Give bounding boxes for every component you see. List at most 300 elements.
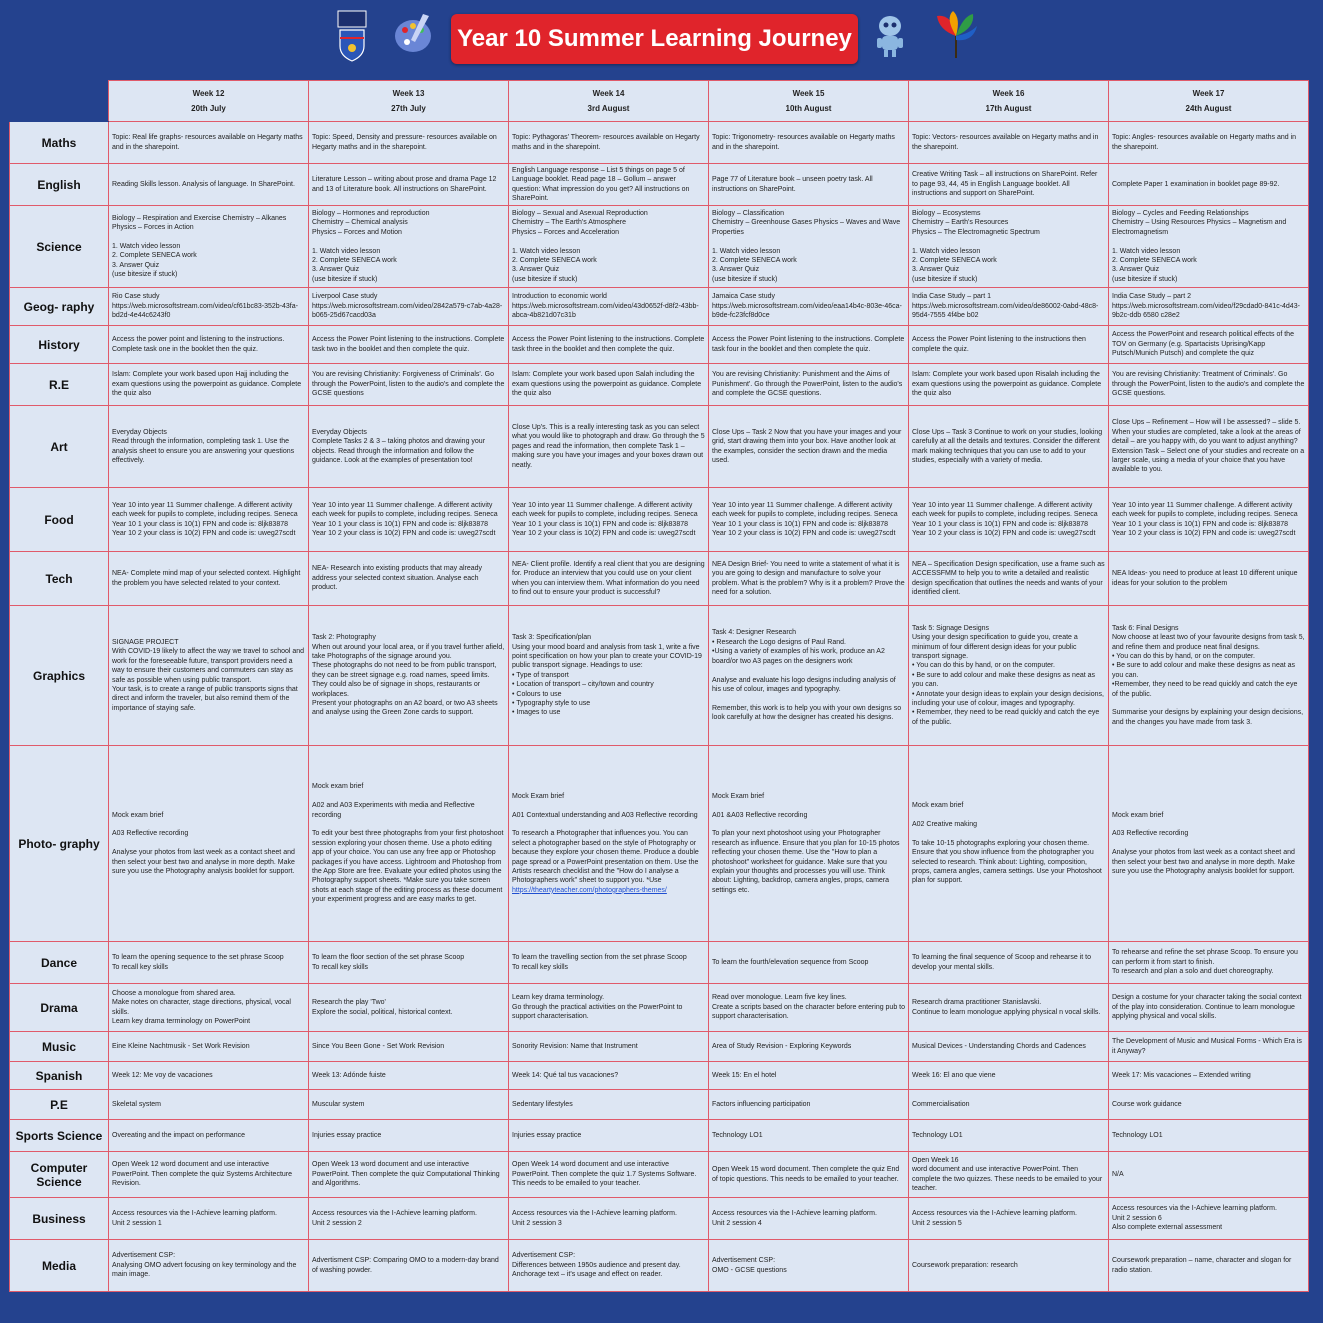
task-text: Mock exam brief A03 Reflective recording Analyse your photos from last week as a contact sheet and then select your best two and analyse in more depth. Make sure you use the Photography analysis booklet for support. <box>112 811 295 876</box>
subject-label: English <box>10 164 109 206</box>
subject-row <box>10 488 1309 552</box>
task-text: Open Week 12 word document and use interactive PowerPoint. Then complete the quiz Systems Architecture Revision. <box>112 1161 293 1188</box>
week-header <box>709 81 909 122</box>
task-cell <box>709 1152 909 1198</box>
task-text: Mock exam brief A02 and A03 Experiments with media and Reflective recording To edit your best three photographs from your first photoshoot session exploring your chosen theme. Use a photo editing app of your choice. You can use any free app or Photoshop packages if you have access. Lightroom and Photoshop from the App Store are free. Evaluate your edited photos using the Photography support sheets. *Make sure you take screen shots at each stage of the editing process as these document your experiment progress and are easy marks to get. <box>312 783 504 904</box>
task-text: Since You Been Gone - Set Work Revision <box>312 1042 445 1050</box>
task-text: Biology – Hormones and reproduction Chemistry – Chemical analysis Physics – Forces and Motion 1. Watch video lesson 2. Complete SENECA work 3. Answer Quiz (use bitesize if stuck) <box>312 209 430 283</box>
task-text: Area of Study Revision - Exploring Keywords <box>712 1042 852 1050</box>
week-label: Week 14 <box>592 89 625 98</box>
task-text: Muscular system <box>312 1100 365 1108</box>
task-cell <box>109 164 309 206</box>
task-cell <box>509 364 709 406</box>
task-text: Close Ups – Task 2 Now that you have your images and your grid, start drawing them into your box. Have another look at the examples, consider the section drawn and the media used. <box>712 428 902 464</box>
task-cell <box>909 1152 1109 1198</box>
task-cell <box>109 1240 309 1292</box>
subject-label: Food <box>10 488 109 552</box>
task-text: Advertisement CSP: Analysing OMO advert focusing on key terminology and the main image. <box>112 1252 297 1279</box>
task-text: Close Up's. This is a really interesting task as you can select what you would like to photograph and draw. Go through the 5 pages and read the information, then complete Task 1 – making sure you have your images and your boxes drawn out neatly. <box>512 423 705 469</box>
task-text: Overeating and the impact on performance <box>112 1131 246 1139</box>
task-text: Mock exam brief A02 Creative making To take 10-15 photographs exploring your chosen theme. Ensure that you show influence from the photographer you selected to research. Think about: Lighting, composition, props, camera angles, camera settings. Use your Photoshoot plan for support. <box>912 802 1102 885</box>
task-text: Introduction to economic world https://web.microsoftstream.com/video/43d0652f-d8f2-43bb-abca-4b821d07c31b <box>512 293 699 320</box>
task-cell <box>109 1198 309 1240</box>
subject-row <box>10 1062 1309 1090</box>
task-text: Access resources via the I-Achieve learning platform. Unit 2 session 2 <box>312 1210 477 1227</box>
subject-label: P.E <box>10 1090 109 1120</box>
task-text: Learn key drama terminology. Go through the practical activities on the PowerPoint to support characterisation. <box>512 994 683 1021</box>
task-cell <box>109 984 309 1032</box>
task-text: Commercialisation <box>912 1100 970 1108</box>
task-cell <box>1109 206 1309 288</box>
task-cell <box>709 1120 909 1152</box>
subject-row <box>10 364 1309 406</box>
task-cell <box>1109 406 1309 488</box>
task-cell <box>309 1198 509 1240</box>
subject-label: Geog- raphy <box>10 288 109 326</box>
task-text: Research the play 'Two' Explore the social, political, historical context. <box>312 999 453 1016</box>
subject-row <box>10 552 1309 606</box>
task-cell <box>309 1090 509 1120</box>
task-cell <box>309 406 509 488</box>
week-date: 20th July <box>191 104 226 113</box>
week-label: Week 12 <box>192 89 225 98</box>
task-cell <box>909 406 1109 488</box>
task-text: Creative Writing Task – all instructions on SharePoint. Refer to page 93, 44, 45 in English Language booklet. All instructions and support on SharePoint. <box>912 171 1098 198</box>
task-cell <box>709 164 909 206</box>
task-cell <box>509 984 709 1032</box>
task-cell <box>909 1240 1109 1292</box>
task-cell <box>109 1090 309 1120</box>
task-text: Coursework preparation – name, character and slogan for radio station. <box>1112 1257 1292 1274</box>
task-text: Page 77 of Literature book – unseen poetry task. All instructions on SharePoint. <box>712 176 873 193</box>
task-cell <box>309 1032 509 1062</box>
task-cell <box>909 488 1109 552</box>
subject-label: R.E <box>10 364 109 406</box>
task-cell <box>109 606 309 746</box>
task-text: Close Ups – Task 3 Continue to work on your studies, looking carefully at all the details and textures. Consider the different mark making techniques that you can use to add to your studies, especially with a variety of media. <box>912 428 1103 464</box>
task-text: Reading Skills lesson. Analysis of language. In SharePoint. <box>112 180 295 188</box>
subject-row <box>10 1120 1309 1152</box>
task-cell <box>109 942 309 984</box>
task-text: Everyday Objects Read through the information, completing task 1. Use the analysis sheet to ensure you are answering your questions effectively. <box>112 428 295 464</box>
task-text: Eine Kleine Nachtmusik - Set Work Revision <box>112 1042 250 1050</box>
task-cell <box>909 1198 1109 1240</box>
leaf-icon <box>933 10 979 60</box>
task-cell <box>309 1120 509 1152</box>
task-text: Open Week 14 word document and use interactive PowerPoint. Then complete the quiz 1.7 Systems Software. This needs to be emailed to your teacher. <box>512 1161 697 1188</box>
task-text: Rio Case study https://web.microsoftstream.com/video/cf61bc83-352b-43fa-bd2d-4e44c6243f0 <box>112 293 298 320</box>
task-cell <box>709 746 909 942</box>
week-header <box>909 81 1109 122</box>
task-cell <box>1109 552 1309 606</box>
task-cell <box>509 606 709 746</box>
task-cell <box>1109 288 1309 326</box>
task-cell <box>1109 1240 1309 1292</box>
week-label: Week 13 <box>392 89 425 98</box>
task-text: Access the Power Point listening to the instructions. Complete task two in the booklet and then complete the quiz. <box>312 336 505 353</box>
task-text: India Case Study – part 1 https://web.microsoftstream.com/video/de86002-0abd-48c8-95d4-7555 4f4be b02 <box>912 293 1099 320</box>
task-text: Liverpool Case study https://web.microsoftstream.com/video/2842a579-c7ab-4a28-b065-25d67cacd03a <box>312 293 503 320</box>
task-text: Topic: Trigonometry- resources available on Hegarty maths and in the sharepoint. <box>712 134 895 151</box>
task-text: Technology LO1 <box>1112 1131 1163 1139</box>
task-cell <box>509 1240 709 1292</box>
week-label: Week 15 <box>792 89 825 98</box>
subject-label: Graphics <box>10 606 109 746</box>
task-text: NEA- Client profile. Identify a real client that you are designing for. Produce an interview that you could use on your client when you can interview them. What information do you need to find out to ensure your product is successful? <box>512 560 705 596</box>
week-header <box>1109 81 1309 122</box>
task-text: Mock Exam brief A01 &A03 Reflective recording To plan your next photoshoot using your Photographer research as influence. Ensure that you plan for 10-15 photos reflecting your chosen theme. Use the "How to plan a photoshoot" worksheet for guidance. Make sure that you explain your thoughts and processes you will use. Think about: Lighting, backdrop, camera angles, props, camera settings etc. <box>712 792 900 894</box>
task-text: Read over monologue. Learn five key lines. Create a scripts based on the character before entering pub to support characterisation. <box>712 994 906 1021</box>
task-cell <box>109 1152 309 1198</box>
subject-label: Drama <box>10 984 109 1032</box>
task-text: Year 10 into year 11 Summer challenge. A different activity each week for pupils to complete, including recipes. Seneca Year 10 1 your class is 10(1) FPN and code is: 8ljk83878 Year 10 2 your class is 10(2) FPN and code is: uweg27scdt <box>1112 501 1298 537</box>
task-text: Close Ups – Refinement – How will I be assessed? – slide 5. When your studies are completed, take a look at the areas of detail – are you happy with, do you want to adjust anything? Extension Task – Select one of your studies and recreate on a larger scale, using a media of your choice that you have available to you. <box>1112 419 1305 474</box>
subject-label: Business <box>10 1198 109 1240</box>
task-cell <box>309 488 509 552</box>
task-text: NEA- Research into existing products that may already address your selected context situation. Analyse each product. <box>312 565 483 592</box>
task-text: Access resources via the I-Achieve learning platform. Unit 2 session 3 <box>512 1210 677 1227</box>
task-cell <box>909 1090 1109 1120</box>
task-text: Topic: Real life graphs- resources available on Hegarty maths and in the sharepoint. <box>112 134 303 151</box>
task-text: Mock exam brief A03 Reflective recording Analyse your photos from last week as a contact sheet and then select your best two and analyse in more depth. Make sure you use the Photography analysis booklet for support. <box>1112 811 1295 876</box>
task-cell <box>309 326 509 364</box>
task-cell <box>309 1062 509 1090</box>
task-cell <box>509 206 709 288</box>
task-text: Year 10 into year 11 Summer challenge. A different activity each week for pupils to complete, including recipes. Seneca Year 10 1 your class is 10(1) FPN and code is: 8ljk83878 Year 10 2 your class is 10(2) FPN and code is: uweg27scdt <box>312 501 498 537</box>
task-cell <box>709 1198 909 1240</box>
task-text: Task 3: Specification/plan Using your mood board and analysis from task 1, write a five point specification on how your plan to create your COVID-19 public transport signage. Headings to use: • Type of transport • Location of transport – city/town and country • Colours to use • Typography style to use • Images to use <box>512 634 702 717</box>
subject-row <box>10 1032 1309 1062</box>
task-text: Week 13: Adónde fuiste <box>312 1071 386 1079</box>
week-header <box>309 81 509 122</box>
subject-row <box>10 206 1309 288</box>
task-cell <box>309 552 509 606</box>
task-cell <box>1109 364 1309 406</box>
task-text: Open Week 16 word document and use interactive PowerPoint. Then complete the two quizzes. These needs to be emailed to your teacher. <box>912 1156 1103 1192</box>
subject-row <box>10 606 1309 746</box>
task-text: NEA Ideas- you need to produce at least 10 different unique ideas for your solution to the problem <box>1112 570 1298 587</box>
subject-row <box>10 1198 1309 1240</box>
task-cell <box>309 206 509 288</box>
art-palette-icon <box>393 12 433 56</box>
task-cell <box>509 488 709 552</box>
task-cell <box>509 746 709 942</box>
task-text: Access the Power Point listening to the instructions then complete the quiz. <box>912 336 1086 353</box>
week-date: 3rd August <box>587 104 630 113</box>
task-cell <box>709 364 909 406</box>
task-cell <box>109 1120 309 1152</box>
task-cell <box>709 288 909 326</box>
task-cell <box>909 288 1109 326</box>
task-cell <box>509 1032 709 1062</box>
task-cell <box>909 552 1109 606</box>
task-cell <box>509 1062 709 1090</box>
task-cell <box>309 1152 509 1198</box>
task-text: Task 5: Signage Designs Using your design specification to guide you, create a minimum of four different design ideas for your public transport signage. • You can do this by hand, or on the computer. • Be sure to add colour and make these designs as neat as you can. • Annotate your design ideas to explain your design decisions, including your use of colour, images and typography. • Remember, they need to be read quickly and catch the eye of the public. <box>912 624 1104 726</box>
task-text: To learning the final sequence of Scoop and rehearse it to develop your mental skills. <box>912 954 1092 971</box>
task-text: Design a costume for your character taking the social context of the play into consideration. Continue to learn monologue applying physical and vocal skills. <box>1112 994 1302 1021</box>
task-text: Advertisement CSP: OMO - GCSE questions <box>712 1257 787 1274</box>
task-text: Week 17: Mis vacaciones – Extended writing <box>1112 1071 1251 1079</box>
task-cell <box>109 488 309 552</box>
task-cell <box>309 942 509 984</box>
task-text: Injuries essay practice <box>512 1131 582 1139</box>
task-cell <box>109 746 309 942</box>
task-text: To learn the opening sequence to the set phrase Scoop To recall key skills <box>112 954 284 971</box>
task-text: India Case Study – part 2 https://web.microsoftstream.com/video/f29cdad0-841c-4d43-9b2c-ddb 6580 c28e2 <box>1112 293 1300 320</box>
task-cell <box>509 1152 709 1198</box>
task-text: NEA- Complete mind map of your selected context. Highlight the problem you have selected related to your context. <box>112 570 301 587</box>
robot-icon <box>872 12 908 58</box>
task-cell <box>1109 1198 1309 1240</box>
task-cell <box>1109 122 1309 164</box>
task-text: Topic: Pythagoras' Theorem- resources available on Hegarty maths and in the sharepoint. <box>512 134 700 151</box>
task-cell <box>109 1062 309 1090</box>
task-cell <box>109 406 309 488</box>
task-text: Advertisement CSP: Differences between 1950s audience and present day. Anchorage text – it's usage and effect on reader. <box>512 1252 681 1279</box>
week-label: Week 16 <box>992 89 1025 98</box>
task-cell <box>909 122 1109 164</box>
week-label: Week 17 <box>1192 89 1225 98</box>
task-cell <box>1109 984 1309 1032</box>
task-cell <box>509 288 709 326</box>
task-text: Everyday Objects Complete Tasks 2 & 3 – taking photos and drawing your objects. Read through the information and follow the guidance. Look at the examples of presentation too! <box>312 428 486 464</box>
subject-row <box>10 406 1309 488</box>
task-text: Mock Exam brief A01 Contextual understanding and A03 Reflective recording To research a Photographer that influences you. You can select a photographer based on the style of Photography or because they explore your chosen theme. Produce a double page spread or a PowerPoint presentation on them. Use the Artists research checklist and the "How do I analyse a Photographers work" sheet to support you. *Use <box>512 792 699 885</box>
task-cell <box>1109 164 1309 206</box>
task-text: To learn the travelling section from the set phrase Scoop To recall key skills <box>512 954 687 971</box>
task-text: Access resources via the I-Achieve learning platform. Unit 2 session 1 <box>112 1210 277 1227</box>
school-crest-icon <box>337 10 367 62</box>
subject-label: Photo- graphy <box>10 746 109 942</box>
task-text: Musical Devices - Understanding Chords and Cadences <box>912 1042 1086 1050</box>
task-text: NEA – Specification Design specification, use a frame such as ACCESSFMM to help you to write a detailed and realistic design specification that outlines the needs and wants of your identified client. <box>912 560 1105 596</box>
task-cell <box>709 206 909 288</box>
task-cell <box>1109 488 1309 552</box>
subject-row <box>10 1152 1309 1198</box>
task-cell <box>109 288 309 326</box>
task-cell <box>909 1062 1109 1090</box>
task-cell <box>1109 746 1309 942</box>
task-text: Year 10 into year 11 Summer challenge. A different activity each week for pupils to complete, including recipes. Seneca Year 10 1 your class is 10(1) FPN and code is: 8ljk83878 Year 10 2 your class is 10(2) FPN and code is: uweg27scdt <box>912 501 1098 537</box>
learning-journey-table <box>9 80 1309 1292</box>
subject-row <box>10 1090 1309 1120</box>
subject-label: Art <box>10 406 109 488</box>
task-cell <box>909 984 1109 1032</box>
task-text: You are revising Christianity: Forgiveness of Criminals'. Go through the PowerPoint, listen to the audio's and complete the GCSE questions <box>312 371 505 398</box>
task-text: Task 6: Final Designs Now choose at least two of your favourite designs from task 5, and refine them and produce neat final designs. • You can do this by hand, or on the computer. • Be sure to add colour and make these designs as neat as you can. •Remember, they need to be read quickly and catch the eye of the public. Summarise your designs by explaining your design decisions, and the changes you have made from task 3. <box>1112 624 1305 726</box>
subject-label: Dance <box>10 942 109 984</box>
task-cell <box>709 606 909 746</box>
task-text: Access resources via the I-Achieve learning platform. Unit 2 session 4 <box>712 1210 877 1227</box>
task-cell <box>509 406 709 488</box>
task-cell <box>1109 606 1309 746</box>
subject-row <box>10 746 1309 942</box>
task-text: Injuries essay practice <box>312 1131 382 1139</box>
photographers-link[interactable]: https://theartyteacher.com/photographers-themes/ <box>512 886 667 894</box>
subject-label: Music <box>10 1032 109 1062</box>
task-cell <box>309 984 509 1032</box>
week-header <box>109 81 309 122</box>
task-text: Complete Paper 1 examination in booklet page 89-92. <box>1112 180 1280 188</box>
task-text: Biology – Ecosystems Chemistry – Earth's Resources Physics – The Electromagnetic Spectrum 1. Watch video lesson 2. Complete SENECA work 3. Answer Quiz (use bitesize if stuck) <box>912 209 1040 283</box>
task-cell <box>909 164 1109 206</box>
task-cell <box>909 1032 1109 1062</box>
task-text: Biology – Cycles and Feeding Relationships Chemistry – Using Resources Physics – Magnetism and Electromagnetism 1. Watch video lesson 2. Complete SENECA work 3. Answer Quiz (use bitesize if stuck) <box>1112 209 1287 283</box>
task-cell <box>109 1032 309 1062</box>
task-cell <box>709 552 909 606</box>
subject-label: History <box>10 326 109 364</box>
task-cell <box>909 206 1109 288</box>
subject-label: Computer Science <box>10 1152 109 1198</box>
task-cell <box>109 552 309 606</box>
task-text: Week 14: Qué tal tus vacaciones? <box>512 1071 619 1079</box>
task-cell <box>1109 1090 1309 1120</box>
subject-row <box>10 122 1309 164</box>
task-text: Skeletal system <box>112 1100 162 1108</box>
task-cell <box>909 1120 1109 1152</box>
task-cell <box>1109 1032 1309 1062</box>
task-cell <box>309 288 509 326</box>
task-cell <box>509 942 709 984</box>
task-text: Access resources via the I-Achieve learning platform. Unit 2 session 5 <box>912 1210 1077 1227</box>
subject-label: Spanish <box>10 1062 109 1090</box>
task-text: Week 16: El ano que viene <box>912 1071 996 1079</box>
task-cell <box>509 1090 709 1120</box>
subject-row <box>10 984 1309 1032</box>
task-cell <box>309 364 509 406</box>
task-text: Topic: Speed, Density and pressure- resources available on Hegarty maths and in the sharepoint. <box>312 134 497 151</box>
task-text: Biology – Respiration and Exercise Chemistry – Alkanes Physics – Forces in Action 1. Watch video lesson 2. Complete SENECA work 3. Answer Quiz (use bitesize if stuck) <box>112 214 287 279</box>
task-text: Access the PowerPoint and research political effects of the TOV on Germany (e.g. Spartacists Uprising/Kapp Putsch/Munich Putsch) and complete the quiz <box>1112 331 1294 358</box>
subject-label: Media <box>10 1240 109 1292</box>
task-text: Open Week 15 word document. Then complete the quiz End of topic questions. This needs to be emailed to your teacher. <box>712 1166 900 1183</box>
task-text: Course work guidance <box>1112 1100 1182 1108</box>
task-text: Advertisment CSP: Comparing OMO to a modern-day brand of washing powder. <box>312 1257 499 1274</box>
subject-label: Science <box>10 206 109 288</box>
task-text: To learn the fourth/elevation sequence from Scoop <box>712 958 869 966</box>
task-text: Access the Power Point listening to the instructions. Complete task three in the booklet and then complete the quiz. <box>512 336 705 353</box>
week-date: 24th August <box>1185 104 1232 113</box>
subject-row <box>10 288 1309 326</box>
task-text: Biology – Sexual and Asexual Reproduction Chemistry – The Earth's Atmosphere Physics – Forces and Acceleration 1. Watch video lesson 2. Complete SENECA work 3. Answer Quiz (use bitesize if stuck) <box>512 209 648 283</box>
task-text: Task 2: Photography When out around your local area, or if you travel further afield, take Photographs of the signage around you. These photographs do not need to be from public transport, they can be street signage e.g. road names, speed limits. They could also be of signage in shops, restaurants or workplaces. Present your photographs on an A2 board, or two A3 sheets and analyse using the Green Zone cards to support. <box>312 634 505 717</box>
page-title: Year 10 Summer Learning Journey <box>451 14 858 64</box>
task-text: Year 10 into year 11 Summer challenge. A different activity each week for pupils to complete, including recipes. Seneca Year 10 1 your class is 10(1) FPN and code is: 8ljk83878 Year 10 2 your class is 10(2) FPN and code is: uweg27scdt <box>512 501 698 537</box>
task-cell <box>709 488 909 552</box>
task-cell <box>309 122 509 164</box>
task-text: The Development of Music and Musical Forms - Which Era is it Anyway? <box>1112 1038 1302 1055</box>
task-cell <box>709 122 909 164</box>
task-text: Literature Lesson – writing about prose and drama Page 12 and 13 of Literature book. All instructions on SharePoint. <box>312 176 497 193</box>
task-cell <box>309 746 509 942</box>
subject-row <box>10 942 1309 984</box>
task-text: To rehearse and refine the set phrase Scoop. To ensure you can perform it from start to finish. To research and plan a solo and duet choreography. <box>1112 949 1298 976</box>
header <box>0 0 1323 80</box>
task-text: Open Week 13 word document and use interactive PowerPoint. Then complete the quiz Computational Thinking and Algorithms. <box>312 1161 500 1188</box>
task-cell <box>709 1240 909 1292</box>
task-text: Access the power point and listening to the instructions. Complete task one in the booklet then the quiz. <box>112 336 285 353</box>
task-text: Sonority Revision: Name that Instrument <box>512 1042 638 1050</box>
task-cell <box>1109 942 1309 984</box>
task-text: Research drama practitioner Stanislavski. Continue to learn monologue applying physical n vocal skills. <box>912 999 1101 1016</box>
task-cell <box>709 1062 909 1090</box>
task-text: Week 12: Me voy de vacaciones <box>112 1071 213 1079</box>
task-cell <box>509 164 709 206</box>
week-header-row <box>10 81 1309 122</box>
task-cell <box>909 942 1109 984</box>
task-cell <box>709 326 909 364</box>
task-text: NEA Design Brief- You need to write a statement of what it is you are going to design and manufacture to solve your problem. What is the problem? Why is it a problem? Prove the need for a solution. <box>712 560 905 596</box>
task-cell <box>1109 1120 1309 1152</box>
subject-label: Maths <box>10 122 109 164</box>
task-text: Islam: Complete your work based upon Risalah including the exam questions using the powerpoint as guidance. Complete the quiz also <box>912 371 1102 398</box>
task-text: Topic: Angles- resources available on Hegarty maths and in the sharepoint. <box>1112 134 1297 151</box>
task-cell <box>509 326 709 364</box>
subject-label: Tech <box>10 552 109 606</box>
task-text: Year 10 into year 11 Summer challenge. A different activity each week for pupils to complete, including recipes. Seneca Year 10 1 your class is 10(1) FPN and code is: 8ljk83878 Year 10 2 your class is 10(2) FPN and code is: uweg27scdt <box>712 501 898 537</box>
week-date: 17th August <box>985 104 1032 113</box>
task-text: Islam: Complete your work based upon Hajj including the exam questions using the powerpoint as guidance. Complete the quiz also <box>112 371 302 398</box>
task-text: Jamaica Case study https://web.microsoftstream.com/video/eaa14b4c-803e-46ca-b9de-fc23fcf8d0ce <box>712 293 902 320</box>
task-cell <box>1109 1152 1309 1198</box>
corner-cell <box>10 81 109 122</box>
task-cell <box>709 984 909 1032</box>
task-text: Sedentary lifestyles <box>512 1100 573 1108</box>
task-text: Task 4: Designer Research • Research the Logo designs of Paul Rand. •Using a variety of examples of his work, produce an A2 board/or two A3 pages on the designers work Analyse and evaluate his logo designs including analysis of his use of colour, images and typography. Remember, this work is to help you with your own designs so look carefully at how the designer has created his designs. <box>712 629 902 722</box>
task-text: Week 15: En el hotel <box>712 1071 777 1079</box>
task-cell <box>509 122 709 164</box>
task-text: Choose a monologue from shared area. Make notes on character, stage directions, physical, vocal skills. Learn key drama terminology on PowerPoint <box>112 989 291 1025</box>
task-cell <box>709 1090 909 1120</box>
task-text: To learn the floor section of the set phrase Scoop To recall key skills <box>312 954 465 971</box>
task-cell <box>109 122 309 164</box>
task-cell <box>309 1240 509 1292</box>
task-cell <box>709 406 909 488</box>
task-cell <box>509 1120 709 1152</box>
task-cell <box>1109 326 1309 364</box>
task-cell <box>909 326 1109 364</box>
task-cell <box>309 164 509 206</box>
task-text: Access resources via the I-Achieve learning platform. Unit 2 session 6 Also complete external assessment <box>1112 1205 1277 1232</box>
task-text: Topic: Vectors- resources available on Hegarty maths and in the sharepoint. <box>912 134 1099 151</box>
task-cell <box>709 942 909 984</box>
task-cell <box>909 746 1109 942</box>
task-text: English Language response – List 5 things on page 5 of Language booklet. Read page 18 – Gollum – answer question: What impression do you get? All instructions on SharePoint. <box>512 166 690 202</box>
task-text: You are revising Christianity: Treatment of Criminals'. Go through the PowerPoint, listen to the audio's and complete the GCSE questions. <box>1112 371 1305 398</box>
task-text: SIGNAGE PROJECT With COVID-19 likely to affect the way we travel to school and work for the foreseeable future, transport providers need a way to ensure their customers and commuters can stay as safe as possible when using public transport. Your task, is to create a range of public transports signs that direct and inform the traveler, but also remind them of the importance of staying safe. <box>112 638 305 712</box>
task-cell <box>109 364 309 406</box>
task-cell <box>109 326 309 364</box>
subject-label: Sports Science <box>10 1120 109 1152</box>
task-cell <box>709 1032 909 1062</box>
task-cell <box>509 552 709 606</box>
task-cell <box>909 364 1109 406</box>
task-text: Coursework preparation: research <box>912 1261 1018 1269</box>
task-text: Biology – Classification Chemistry – Greenhouse Gases Physics – Waves and Wave Properties 1. Watch video lesson 2. Complete SENECA work 3. Answer Quiz (use bitesize if stuck) <box>712 209 901 283</box>
task-text: Islam: Complete your work based upon Salah including the exam questions using the powerpoint as guidance. Complete the quiz also <box>512 371 702 398</box>
task-text: You are revising Christianity: Punishment and the Aims of Punishment'. Go through the PowerPoint, listen to the audio's and complete the GCSE questions. <box>712 371 903 398</box>
task-text: N/A <box>1112 1170 1124 1178</box>
task-text: Technology LO1 <box>912 1131 963 1139</box>
task-cell <box>1109 1062 1309 1090</box>
subjects-body <box>10 122 1309 1292</box>
task-text: Access the Power Point listening to the instructions. Complete task four in the booklet and then complete the quiz. <box>712 336 905 353</box>
week-date: 10th August <box>785 104 832 113</box>
subject-row <box>10 164 1309 206</box>
task-text: Technology LO1 <box>712 1131 763 1139</box>
subject-row <box>10 1240 1309 1292</box>
